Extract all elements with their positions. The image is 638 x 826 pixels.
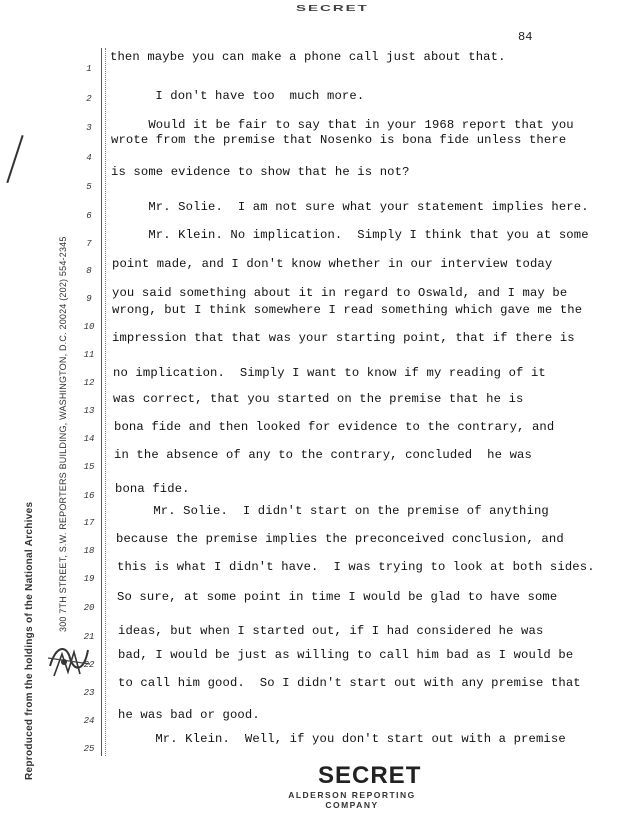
transcript-line: was correct, that you started on the premise that he is	[113, 392, 524, 406]
transcript-line: Mr. Klein. No implication. Simply I think that you at some	[111, 228, 589, 242]
line-number: 5	[86, 182, 92, 192]
transcript-line: you said something about it in regard to Oswald, and I may be	[112, 286, 568, 300]
line-number: 7	[86, 239, 92, 249]
transcript-line: Mr. Solie. I am not sure what your statement implies here.	[111, 200, 589, 214]
line-number: 14	[83, 434, 95, 444]
transcript-line: no implication. Simply I want to know if my reading of it	[113, 366, 546, 380]
line-number: 1	[86, 64, 92, 74]
page-number: 84	[518, 30, 533, 44]
line-number: 10	[83, 322, 95, 332]
archives-margin-note	[24, 501, 35, 780]
line-number: 17	[83, 518, 95, 528]
transcript-line: Mr. Solie. I didn't start on the premise of anything	[116, 504, 549, 518]
line-number: 20	[83, 603, 95, 613]
transcript-line: this is what I didn't have. I was trying to look at both sides.	[117, 560, 595, 574]
line-number: 8	[86, 266, 92, 276]
reporting-company-name: ALDERSON REPORTING COMPANY	[288, 790, 416, 810]
line-number: 4	[86, 153, 92, 163]
margin-rule-line	[101, 48, 102, 756]
line-number: 3	[86, 123, 92, 133]
transcript-line: to call him good. So I didn't start out with any premise that	[118, 676, 581, 690]
line-number: 18	[83, 546, 95, 556]
line-number: 2	[86, 94, 92, 104]
transcript-line: bad, I would be just as willing to call him bad as I would be	[118, 648, 574, 662]
transcript-line: bona fide.	[115, 482, 190, 496]
transcript-line: I don't have too much more.	[118, 89, 365, 103]
transcript-line: Mr. Klein. Well, if you don't start out with a premise	[118, 732, 566, 746]
line-number: 19	[83, 574, 95, 584]
line-number: 12	[83, 378, 95, 388]
transcript-line: because the premise implies the preconceived conclusion, and	[116, 532, 564, 546]
transcript-line: he was bad or good.	[118, 708, 260, 722]
transcript-line: ideas, but when I started out, if I had considered he was	[118, 624, 544, 638]
bottom-classification-stamp: SECRET	[318, 762, 422, 789]
line-number: 9	[86, 294, 92, 304]
line-number: 16	[83, 491, 95, 501]
line-number: 25	[83, 744, 95, 754]
line-number: 6	[86, 211, 92, 221]
line-number: 11	[83, 350, 95, 360]
line-number: 21	[83, 632, 95, 642]
line-number: 13	[83, 406, 95, 416]
line-number: 22	[83, 660, 95, 670]
transcript-line: bona fide and then looked for evidence to the contrary, and	[114, 420, 555, 434]
line-number: 23	[83, 688, 95, 698]
reporter-address: 300 7TH STREET, S.W. REPORTERS BUILDING, WASHINGTON, D.C. 20024 (202) 554-2345	[58, 236, 68, 632]
transcript-line: impression that that was your starting point, that if there is	[112, 331, 575, 345]
transcript-line: wrote from the premise that Nosenko is bona fide unless there	[111, 133, 567, 147]
line-number: 15	[83, 462, 95, 472]
transcript-line: is some evidence to show that he is not?	[111, 165, 410, 179]
line-number: 24	[83, 716, 95, 726]
margin-pen-mark	[6, 135, 23, 183]
transcript-line: Would it be fair to say that in your 1968 report that you	[111, 118, 574, 132]
reproduced-note-text: Reproduced from the holdings of the National Archives	[24, 501, 35, 780]
transcript-line: in the absence of any to the contrary, concluded he was	[114, 448, 532, 462]
transcript-line: So sure, at some point in time I would be glad to have some	[117, 590, 558, 604]
transcript-line: point made, and I don't know whether in our interview today	[112, 257, 553, 271]
margin-rule-dotted-line	[105, 48, 106, 756]
transcript-line: wrong, but I think somewhere I read something which gave me the	[112, 303, 583, 317]
transcript-line: then maybe you can make a phone call just about that.	[110, 50, 506, 64]
top-classification-stamp: SECRET	[296, 4, 369, 14]
